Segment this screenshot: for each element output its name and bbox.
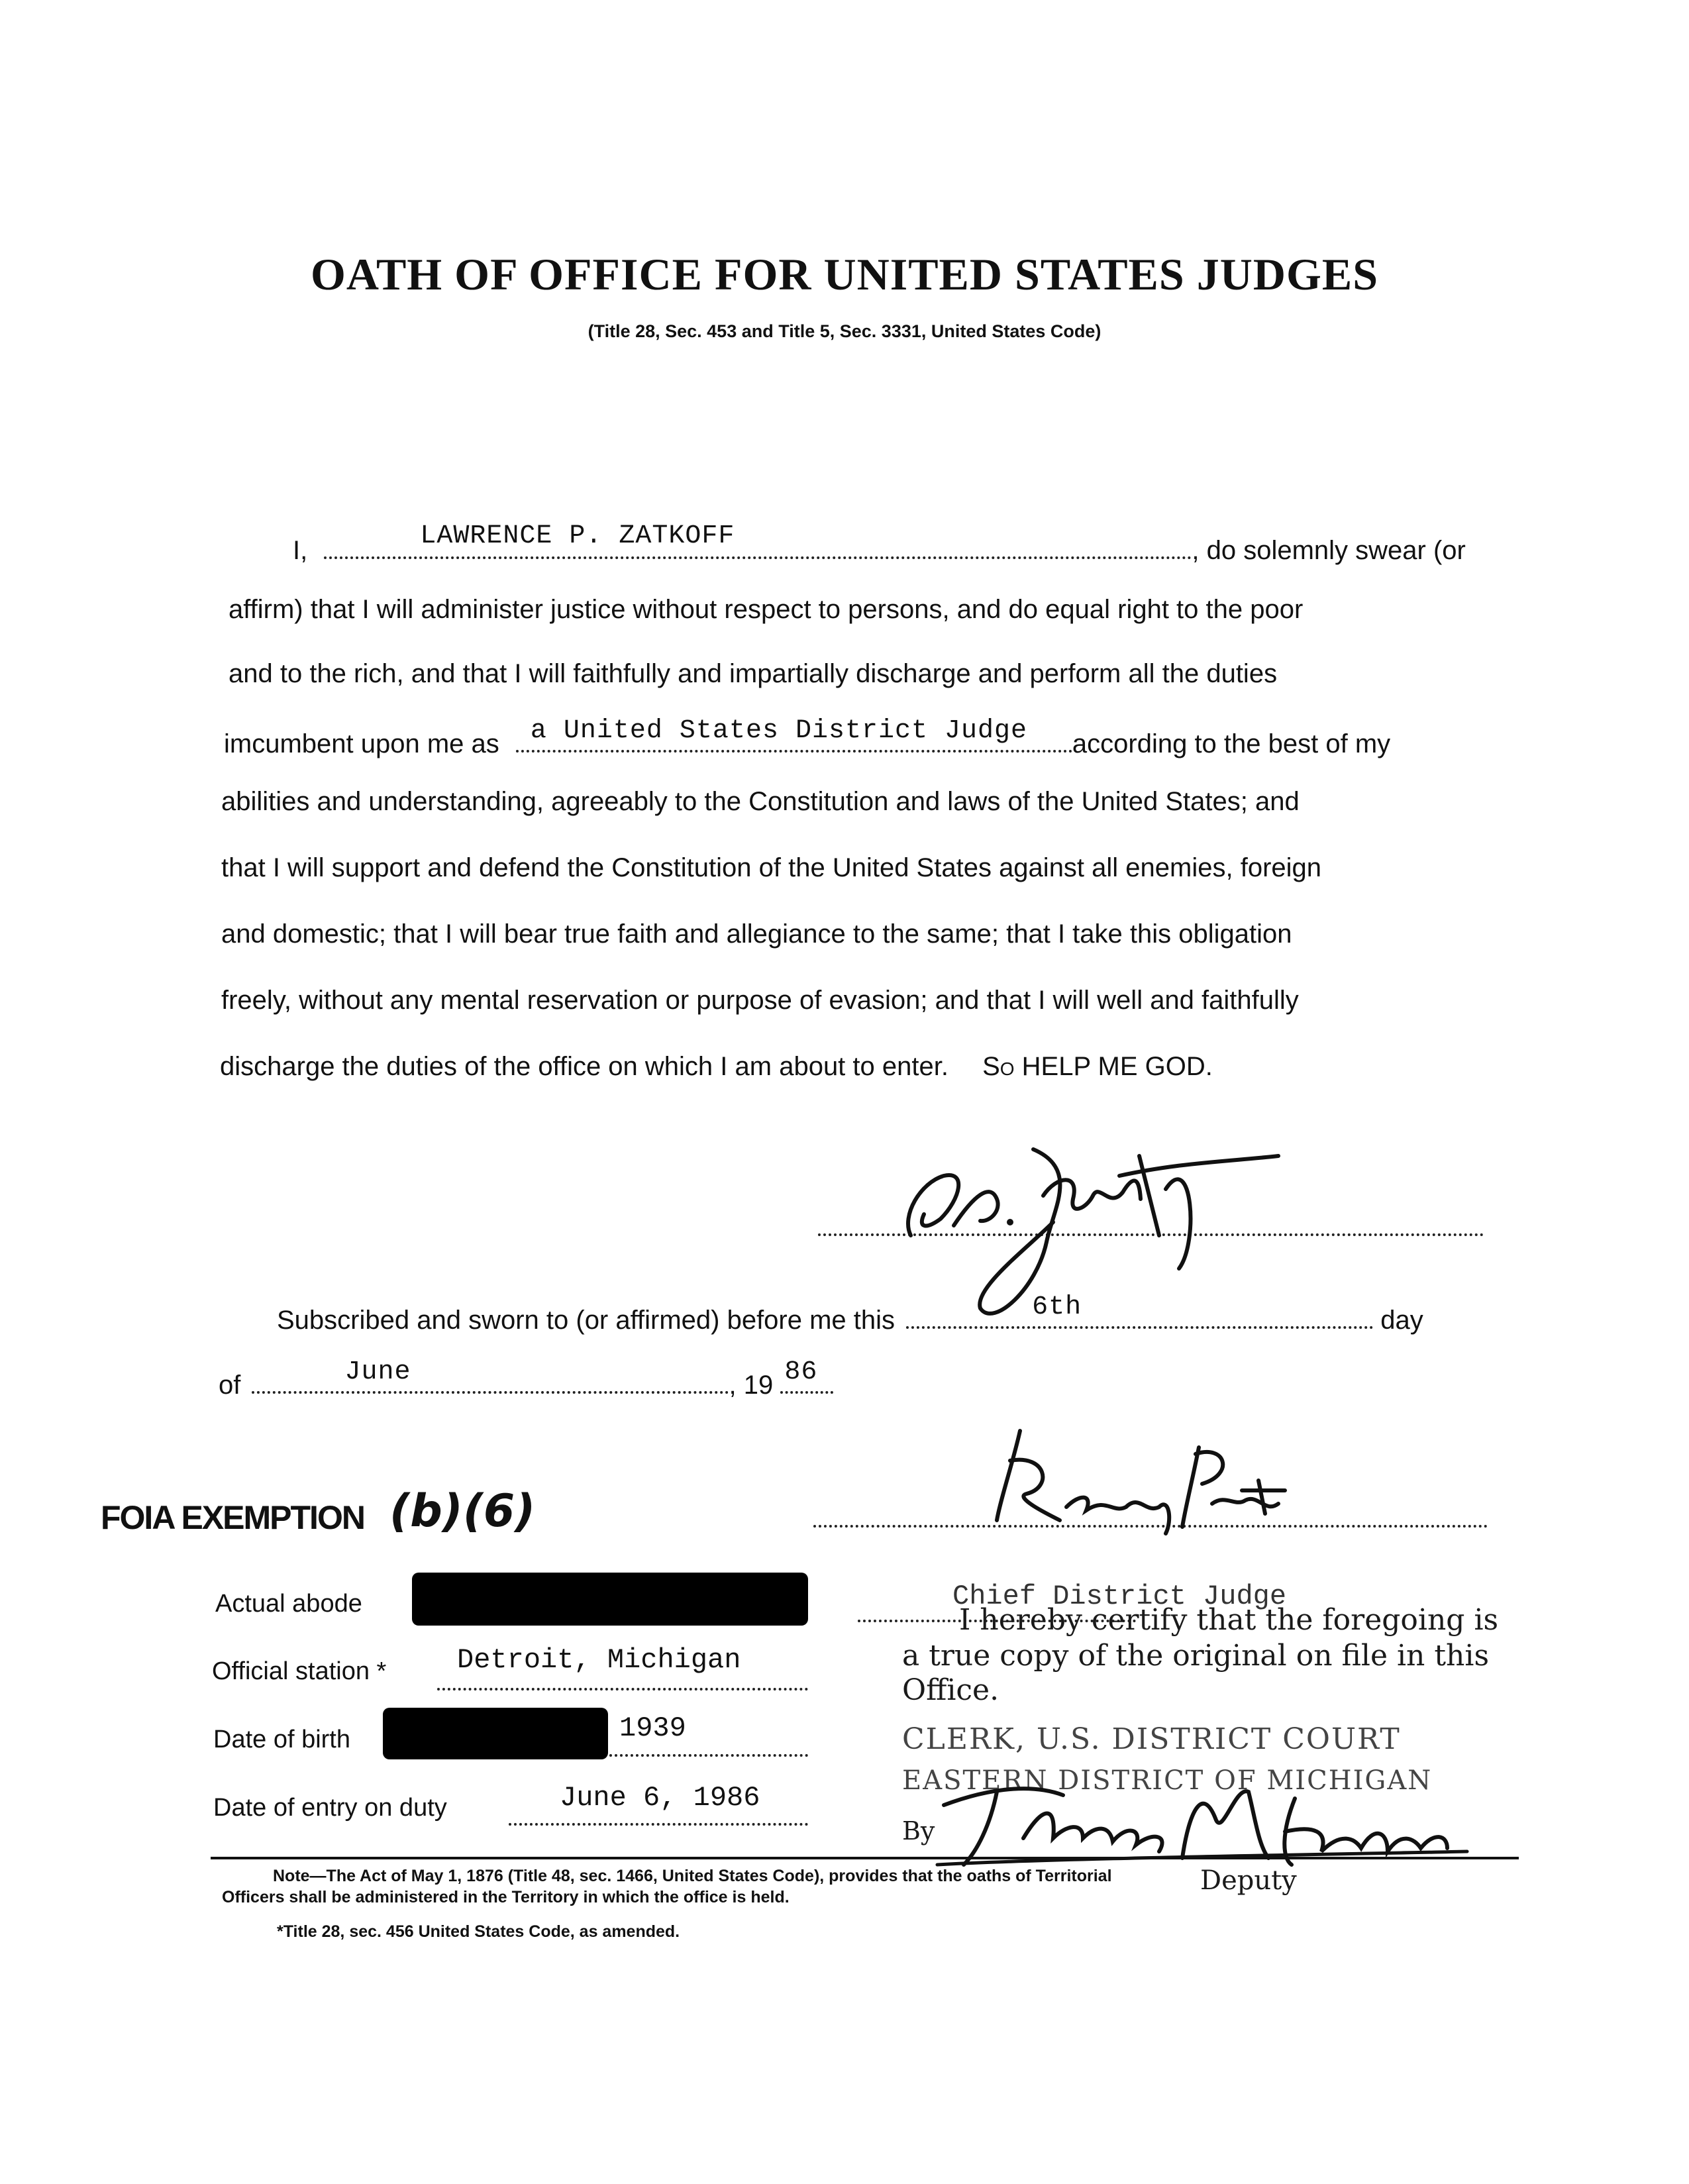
footnote-1: Note—The Act of May 1, 1876 (Title 48, sec. 1466, United States Code), provides that the oaths of Territorial <box>273 1867 1112 1885</box>
administering-signature <box>974 1421 1318 1540</box>
oath-line-7: and domestic; that I will bear true faith and allegiance to the same; that I take this obligation <box>221 919 1292 949</box>
oath-line-4-prefix: imcumbent upon me as <box>224 729 499 758</box>
footnote-3: *Title 28, sec. 456 United States Code, as amended. <box>277 1922 680 1941</box>
office-title: a United States District Judge <box>530 716 1028 746</box>
sworn-of: of <box>219 1371 241 1400</box>
day-field <box>906 1292 1373 1329</box>
birth-year: 1939 <box>619 1712 686 1744</box>
cert-line-3: Office. <box>902 1673 999 1707</box>
oath-line-1 <box>293 521 1466 566</box>
oath-prefix: I, <box>293 536 308 565</box>
oath-line-6: that I will support and defend the Constitution of the United States against all enemies, foreign <box>221 853 1322 882</box>
sworn-month-line <box>219 1357 833 1400</box>
abode-label: Actual abode <box>215 1590 362 1618</box>
judge-name: LAWRENCE P. ZATKOFF <box>420 521 735 551</box>
statute-citation: (Title 28, Sec. 453 and Title 5, Sec. 3331, United States Code) <box>588 321 1101 341</box>
sworn-month: June <box>344 1357 411 1387</box>
sworn-year-prefix: , 19 <box>729 1371 774 1400</box>
oath-line-8: freely, without any mental reservation or purpose of evasion; and that I will well and faithfully <box>221 986 1299 1015</box>
station-value: Detroit, Michigan <box>457 1644 741 1676</box>
foia-exemption-label: FOIA EXEMPTION <box>101 1499 364 1536</box>
entry-label: Date of entry on duty <box>213 1794 447 1822</box>
cert-line-2: a true copy of the original on file in this <box>902 1639 1490 1673</box>
entry-field <box>509 1823 808 1826</box>
document-title: OATH OF OFFICE FOR UNITED STATES JUDGES <box>310 249 1379 299</box>
footnote-rule <box>211 1857 1519 1859</box>
cert-line-5: EASTERN DISTRICT OF MICHIGAN <box>902 1765 1433 1796</box>
foia-exemption-code: (b)(6) <box>389 1485 536 1537</box>
birth-field <box>609 1754 808 1757</box>
station-label: Official station * <box>212 1657 387 1685</box>
oath-line-3: and to the rich, and that I will faithfully and impartially discharge and perform all the duties <box>229 659 1278 688</box>
month-field <box>252 1357 729 1394</box>
oath-line-4-suffix: according to the best of my <box>1072 729 1391 758</box>
cert-line-4: CLERK, U.S. DISTRICT COURT <box>902 1722 1401 1756</box>
oath-after-name: , do solemnly swear (or <box>1192 536 1466 565</box>
sworn-line <box>277 1292 1423 1335</box>
sworn-day-word: day <box>1380 1306 1423 1335</box>
entry-value: June 6, 1986 <box>560 1782 760 1814</box>
year-field <box>780 1357 833 1394</box>
office-field <box>516 716 1072 753</box>
administering-title: Chief District Judge <box>952 1581 1287 1612</box>
sworn-year: 86 <box>784 1357 818 1387</box>
station-field <box>437 1688 808 1690</box>
birth-label: Date of birth <box>213 1726 350 1753</box>
birth-redaction <box>383 1708 608 1759</box>
oath-line-4 <box>224 716 1391 759</box>
oath-line-9-text: discharge the duties of the office on which I am about to enter. <box>220 1052 948 1081</box>
oath-line-5: abilities and understanding, agreeably to the Constitution and laws of the United States; and <box>221 787 1300 816</box>
oath-line-9 <box>220 1052 1213 1082</box>
cert-deputy: Deputy <box>1200 1865 1297 1896</box>
sworn-prefix: Subscribed and sworn to (or affirmed) before me this <box>277 1306 896 1335</box>
cert-by: By <box>902 1816 935 1846</box>
footnote-2: Officers shall be administered in the Territory in which the office is held. <box>222 1888 790 1906</box>
name-field <box>324 521 1192 559</box>
oath-closing: So HELP ME GOD. <box>982 1052 1213 1081</box>
abode-redaction <box>412 1573 808 1626</box>
oath-line-2: affirm) that I will administer justice without respect to persons, and do equal right to the poor <box>229 595 1304 624</box>
sworn-day: 6th <box>1032 1292 1082 1322</box>
cert-line-1: I hereby certify that the foregoing is <box>959 1603 1499 1637</box>
